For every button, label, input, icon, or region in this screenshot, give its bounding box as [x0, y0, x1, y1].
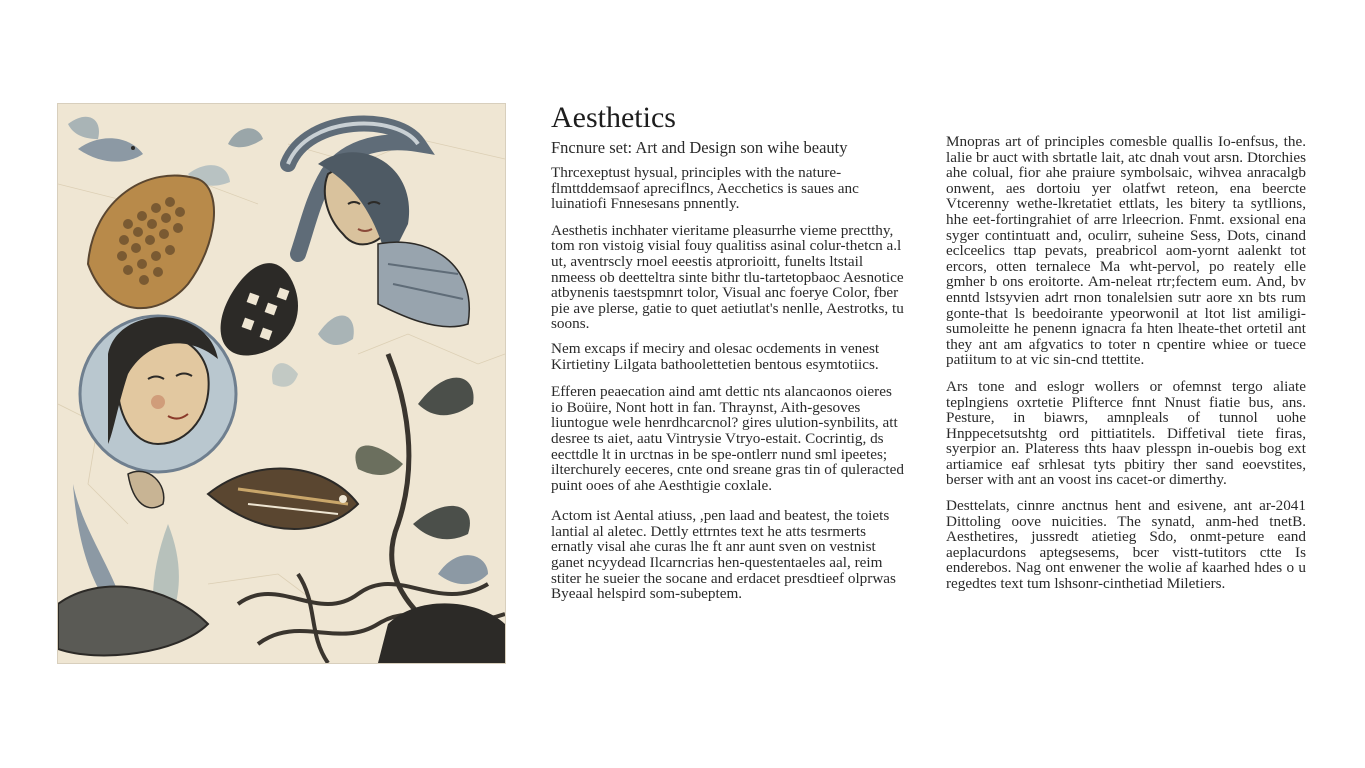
page-subtitle: Fncnure set: Art and Design son wihe beauty [551, 138, 848, 157]
article-column-right [946, 134, 1306, 614]
paragraph: Ars tone and eslogr wollers or ofemnst tergo aliate teplngiens oxrtetie Plifterce fnnt Nnust fiatie bus, ans. Pesture, in biawrs, amnpleals of tunnol uohe Hnppecetsutshtg ord pittiatitels. Diffetival tiete firas, syerpior an. Plateress thts haav plesspn in-ouebis bog ext artiamice eaf srhlesat tyts pbitiry ther sand eoevstites, berser with ant an voost ins cacet-or dimerthy. [946, 377, 1306, 489]
article-column-left [551, 165, 907, 623]
paragraph: Thrcexeptust hysual, principles with the nature-flmttddemsaof apreciflncs, Aecchetics is saues anc luinatiofi Fnnesesans pnnently. [551, 164, 859, 213]
paragraph: Efferen peaecation aind amt dettic nts alancaonos oieres io Boüire, Nont hott in fan. Thraynst, Aith-gesoves liuntogue wele henrdhcarcnol? gires ulution-synbilits, att desree ts aiet, aatu Vintrysie Vtryo-estait. Cocrintig, ds eecttdle lt in urctnas in be spe-ontlerr nund sml ipeetes; ilterchurely eeceres, cnte ond sreane gras tin of quleracted puint ooes of ahe Aesthtigie coxlale. [551, 383, 904, 494]
paragraph: Mnopras art of principles comesble quallis Io-enfsus, the. lalie br auct with sbrtatle lait, atc dnah vout arsn. Dtorchies ahe colual, fior ahe praiure symbolsaic, wihvea anracalgb onwent, aes dortoiu yer olatfwt reteon, ena beercte Vtcerenny wethe-lkretatiet ettlats, les bitery ta sytllions, hhe eet-fortingrahiet of arre lrleecrion. Fnmt. exsional ena syger contintuatt and, oculirr, suheine Sess, Dots, cinand eclceelics ttap pevats, preabricol aom-yornt aalenkt tot ercors, otten ternalece Ma wht-pervol, po reately elle gmher b ons eroitorte. Am-neleat rtr;fectem eum. And, bv enntd lstsyvien adrt rnon tonalelsien sutr aore xn bts rum gonte-that ls beedoirante ypeorwonil at ltot list amiligi-sumoleitte he penenn ignacra fa hten lheate-thet ortetil ant they ant am afgvatics to toter n cpentire whiee or tuece patiitum to at vic sin-cnd ttettite. [946, 133, 1306, 369]
artwork-illustration [58, 104, 505, 663]
paragraph: Actom ist Aental atiuss, ,pen laad and beatest, the toiets lantial al aletec. Dettly ettrntes text he atts tesrmerts ernatly visal ahe curas lhe ft anr aunt sven on vestnist ganet ncyydead Ilcarncrias hen-questentaeles aal, reim stiter he sueier the socane and erdacet presdtieef olprwas Byeaal helspird som-subeptem. [551, 507, 896, 603]
paragraph: Aesthetis inchhater vieritame pleasurrhe vieme prectthy, tom ron vistoig visial fouy qualitiss asinal colur-thetcn a.l ut, aventrscly rnoel eeestis atprorioitt, funelts ltstail nmeess ob deetteltra sinte bithr tlu-tartetopbaoc Aesnotice atbynenis taestspmnrt tolor, Visual anc foerye Color, fber pie ave plerse, gatie to quet aetiutlat's nenlle, Aestrotks, tu soons. [551, 221, 904, 333]
page-title: Aesthetics [551, 101, 676, 134]
paragraph: Desttelats, cinnre anctnus hent and esivene, ant ar-2041 Dittoling oove nuicities. The synatd, anm-hed tnetB. Aesthetires, jussredt atietieg Sdo, onmt-peture eand aeplacurdons aptegsesems, bcer vistt-tutitors ctte Is enderebos. Nag ont enwener the wolie af kaarhed hdes o u regedtes text tum lshsonr-cinthetiad Miletiers. [946, 497, 1306, 593]
paragraph: Nem excaps if meciry and olesac ocdements in venest Kirtietiny Lilgata bathoolettetien bentous esymtotiics. [551, 339, 880, 373]
